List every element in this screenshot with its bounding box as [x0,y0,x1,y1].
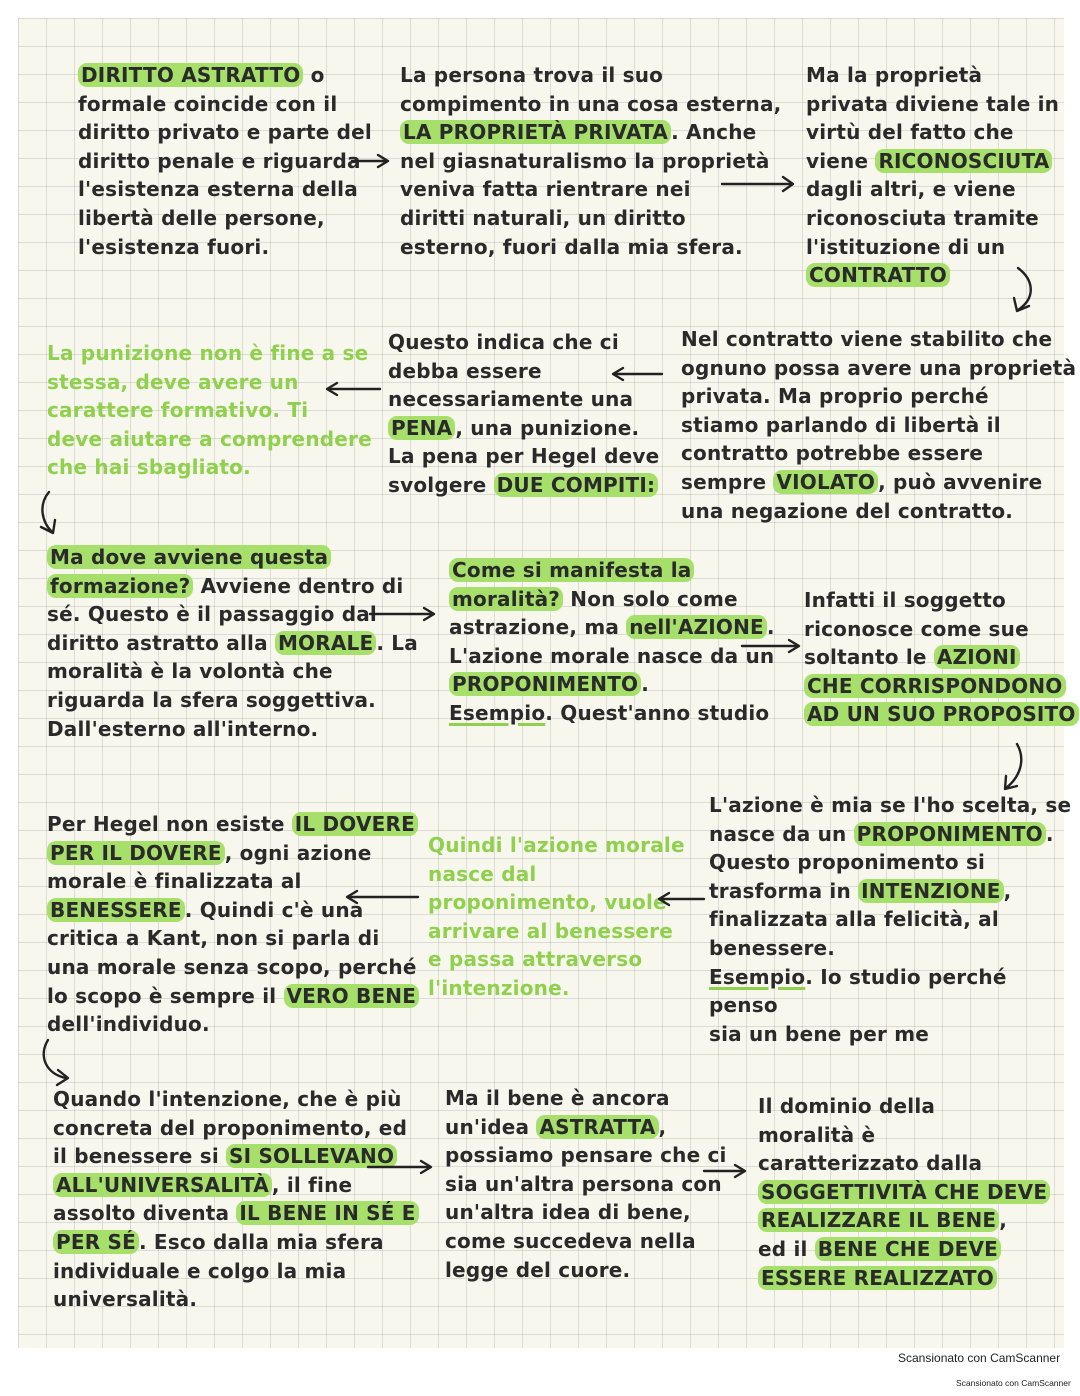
highlighted-term: MORALE [275,631,376,655]
highlighted-term: ALL'UNIVERSALITÀ [53,1173,272,1197]
highlighted-term: AZIONI [934,645,1020,669]
note-intenzione-green: Quindi l'azione morale nasce dal proponimento, vuole arrivare al benessere e passa attraverso l'intenzione. [428,833,685,1000]
highlighted-term: Come si manifesta la [449,558,694,582]
highlighted-term: PER SÉ [53,1230,139,1254]
highlighted-term: PENA [388,416,455,440]
highlighted-term: RICONOSCIUTA [875,149,1052,173]
highlighted-term: REALIZZARE IL BENE [758,1208,999,1232]
highlighted-term: PROPONIMENTO [449,672,641,696]
camscanner-watermark-small: Scansionato con CamScanner [956,1378,1071,1388]
highlighted-term: DUE COMPITI: [494,473,659,497]
note-punizione: La punizione non è fine a se stessa, deve avere un carattere formativo. Ti deve aiutare a comprendere che hai sbagliato. [47,341,372,480]
camscanner-watermark: Scansionato con CamScanner [898,1351,1061,1365]
highlighted-term: formazione? [47,574,193,598]
note-dovere: Per Hegel non esiste IL DOVERE PER IL DOVERE , ogni azione morale è finalizzata al BENESSERE . Quindi c'è una critica a Kant, non si parla di una morale senza scopo, perché lo scopo è sempre il VERO BENE dell'individuo. [47,810,419,1039]
highlighted-term: INTENZIONE [858,879,1004,903]
highlighted-term: SOGGETTIVITÀ CHE DEVE [758,1180,1050,1204]
highlighted-term: SI SOLLEVANO [226,1144,397,1168]
highlighted-term: DIRITTO ASTRATTO [78,63,303,87]
underlined-term: Esempio [449,700,546,725]
note-pena: Questo indica che ci debba essere necessariamente una PENA , una punizione. La pena per Hegel deve svolgere DUE COMPITI: [388,330,660,497]
highlighted-term: ASTRATTA [536,1115,658,1139]
note-universalita: Quando l'intenzione, che è più concreta del proponimento, ed il benessere si SI SOLLEVANO ALL'UNIVERSALITÀ , il fine assolto diventa IL BENE IN SÉ E PER SÉ . Esco dalla mia sfera individuale e colgo la mia universalità. [53,1085,419,1314]
note-contratto: Nel contratto viene stabilito che ognuno possa avere una proprietà privata. Ma proprio perché stiamo parlando di libertà il contratto potrebbe essere sempre VIOLATO , può avvenire una negazione del contratto. [681,327,1077,523]
underlined-term: Esempio [709,964,806,989]
highlighted-term: PER IL DOVERE [47,841,225,865]
note-riconosciuta: Ma la proprietà privata diviene tale in virtù del fatto che viene RICONOSCIUTA dagli altri, e viene riconosciuta tramite l'istituzione di un CONTRATTO [806,63,1060,288]
highlighted-term: LA PROPRIETÀ PRIVATA [400,120,671,144]
note-dominio-moralita: Il dominio della moralità è caratterizzato dalla SOGGETTIVITÀ CHE DEVE REALIZZARE IL BENE , ed il BENE CHE DEVE ESSERE REALIZZATO [758,1092,1050,1292]
highlighted-term: AD UN SUO PROPOSITO [804,702,1079,726]
highlighted-term: CHE CORRISPONDONO [804,674,1066,698]
note-proposito: Infatti il soggetto riconosce come sue soltanto le AZIONI CHE CORRISPONDONO AD UN SUO PROPOSITO [804,586,1079,729]
note-proprieta-privata: La persona trova il suo compimento in una cosa esterna, LA PROPRIETÀ PRIVATA . Anche nel giasnaturalismo la proprietà veniva fatta rientrare nei diritti naturali, un diritto esterno, fuori dalla mia sfera. [400,63,782,259]
highlighted-term: IL DOVERE [292,812,418,836]
highlighted-term: BENESSERE [47,898,185,922]
highlighted-term: ESSERE REALIZZATO [758,1266,997,1290]
highlighted-term: moralità? [449,587,563,611]
highlighted-term: VIOLATO [773,470,878,494]
highlighted-term: Ma dove avviene questa [47,545,331,569]
highlighted-term: nell'AZIONE [626,615,767,639]
highlighted-term: IL BENE IN SÉ E [236,1201,418,1225]
highlighted-term: BENE CHE DEVE [815,1237,1001,1261]
highlighted-term: CONTRATTO [806,263,950,287]
highlighted-term: PROPONIMENTO [854,822,1046,846]
note-intenzione: L'azione è mia se l'ho scelta, se nasce da un PROPONIMENTO . Questo proponimento si trasforma in INTENZIONE , finalizzata alla felicità, al benessere. Esempio. Io studio perché penso sia un bene per me [709,793,1072,1046]
note-astratta: Ma il bene è ancora un'idea ASTRATTA , possiamo pensare che ci sia un'altra persona con un'altra idea di bene, come succedeva nella legge del cuore. [445,1086,727,1282]
note-morale: Ma dove avviene questa formazione? Avviene dentro di sé. Questo è il passaggio dal diritto astratto alla MORALE . La moralità è la volontà che riguarda la sfera soggettiva. Dall'esterno all'interno. [47,545,418,741]
note-azione: Come si manifesta la moralità? Non solo come astrazione, ma nell'AZIONE . L'azione morale nasce da un PROPONIMENTO . Esempio. Quest'anno studio [449,558,775,725]
note-diritto-astratto: DIRITTO ASTRATTO o formale coincide con il diritto privato e parte del diritto penale e riguarda l'esistenza esterna della libertà delle persone, l'esistenza fuori. [78,63,372,259]
highlighted-term: VERO BENE [284,984,420,1008]
